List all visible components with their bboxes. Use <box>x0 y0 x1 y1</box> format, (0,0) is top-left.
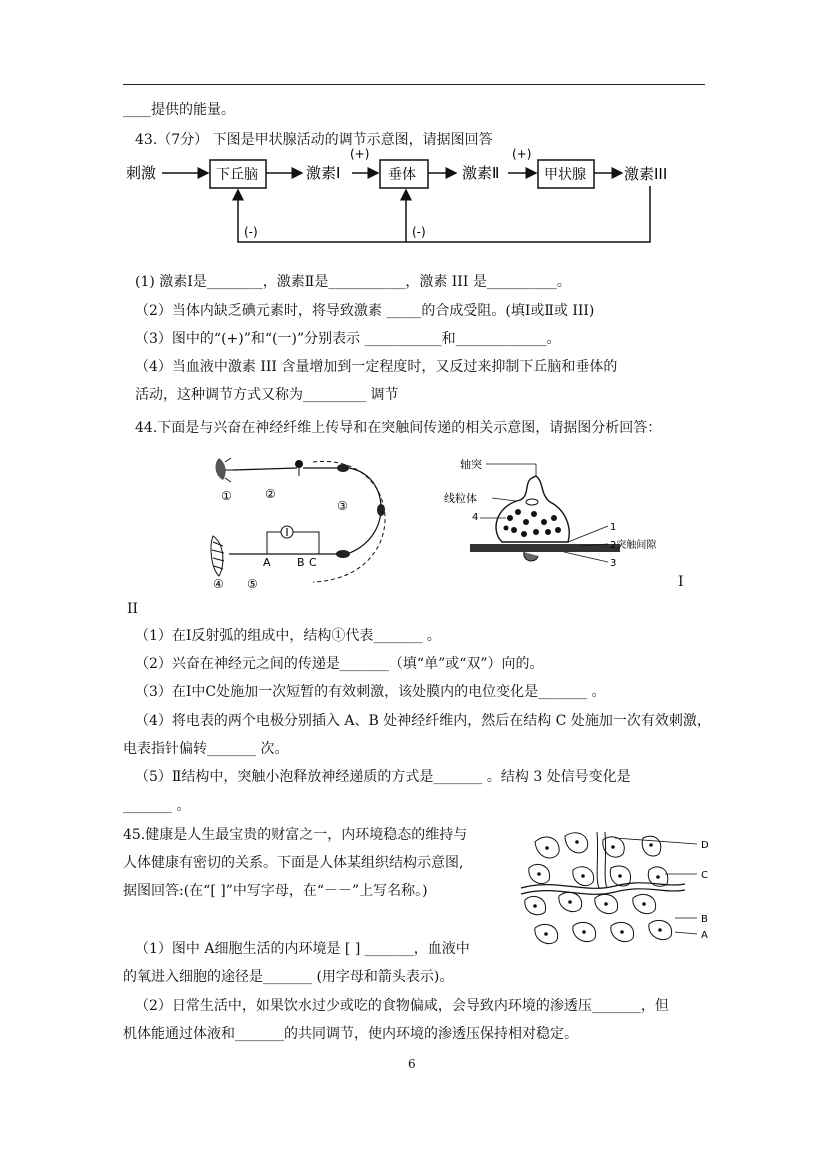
label-2-cleft: 2突触间隙 <box>610 540 657 551</box>
label-2: ② <box>265 487 276 501</box>
question-44-2: （2）兴奋在神经元之间的传递是_______（填“单”或“双”）向的。 <box>135 656 544 672</box>
label-5: ⑤ <box>247 577 258 590</box>
label-D: D <box>701 840 709 851</box>
label-C: C <box>701 870 708 881</box>
question-43-title: 43.（7分） 下图是甲状腺活动的调节示意图，请据图回答 <box>135 132 493 148</box>
pituitary-label: 垂体 <box>388 167 416 183</box>
minus-sign-2: (-) <box>412 225 426 239</box>
mitochondria-label: 线粒体 <box>444 492 477 505</box>
text-line: ____提供的能量。 <box>123 102 235 118</box>
question-44-title: 44.下面是与兴奋在神经纤维上传导和在突触间传递的相关示意图，请据图分析回答： <box>135 420 662 436</box>
axon-label: 轴突 <box>460 458 482 471</box>
question-45-2a: （2）日常生活中，如果饮水过少或吃的食物偏咸，会导致内环境的渗透压_______，但 <box>135 998 669 1014</box>
label-3: ③ <box>337 499 348 513</box>
point-C: C <box>309 556 317 569</box>
reflex-arc-diagram <box>205 450 410 590</box>
question-45-1a: （1）图中 A细胞生活的内环境是 [ ] _______，血液中 <box>135 941 470 957</box>
question-45-2b: 机体能通过体液和_______的共同调节，使内环境的渗透压保持相对稳定。 <box>123 1026 578 1042</box>
thyroid-regulation-diagram <box>120 146 680 246</box>
label-1-membrane: 1 <box>610 522 617 533</box>
question-44-4b: 电表指针偏转_______ 次。 <box>123 741 289 757</box>
hormone-3-label: 激素III <box>624 165 668 183</box>
question-44-5b: _______ 。 <box>123 798 191 814</box>
label-4: ④ <box>213 577 224 590</box>
label-B: B <box>701 914 708 925</box>
question-44-4a: （4）将电表的两个电极分别插入 A、B 处神经纤维内，然后在结构 C 处施加一次有效刺激， <box>135 713 711 729</box>
label-1: ① <box>221 489 232 503</box>
question-43-4a: （4）当血液中激素 III 含量增加到一定程度时，又反过来抑制下丘脑和垂体的 <box>135 359 618 375</box>
hormone-1-label: 激素Ⅰ <box>306 164 341 182</box>
synapse-diagram <box>440 452 670 582</box>
question-43-2: （2）当体内缺乏碘元素时，将导致激素 _____的合成受阻。(填Ⅰ或Ⅱ或 III) <box>135 303 595 319</box>
question-43-3: （3）图中的“(+)”和“(一)”分别表示 ___________和_____________。 <box>135 331 561 347</box>
plus-sign-2: (+) <box>512 147 532 161</box>
label-4-vesicle: 4 <box>472 512 479 523</box>
question-44-3: （3）在Ⅰ中C处施加一次短暂的有效刺激，该处膜内的电位变化是_______ 。 <box>135 684 606 700</box>
figure-label-I: I <box>678 574 684 590</box>
tissue-structure-diagram <box>515 828 715 958</box>
header-rule <box>123 84 705 85</box>
question-43-4b: 活动，这种调节方式又称为_________ 调节 <box>135 387 399 403</box>
hormone-2-label: 激素Ⅱ <box>462 164 500 182</box>
figure-label-II: II <box>127 601 139 617</box>
thyroid-label: 甲状腺 <box>544 167 586 183</box>
question-45-c: 据图回答:(在“[ ]”中写字母，在“－－”上写名称。) <box>123 883 428 899</box>
point-A: A <box>263 556 271 569</box>
question-45-1b: 的氧进入细胞的途径是_______ (用字母和箭头表示)。 <box>123 969 454 985</box>
label-A: A <box>701 930 708 941</box>
plus-sign-1: (+) <box>350 147 370 161</box>
question-44-1: （1）在Ⅰ反射弧的组成中，结构①代表_______ 。 <box>135 628 441 644</box>
page-number: 6 <box>408 1057 416 1071</box>
stimulus-label: 刺激 <box>126 164 157 182</box>
question-45-a: 45.健康是人生最宝贵的财富之一，内环境稳态的维持与 <box>123 827 468 843</box>
question-44-5a: （5）Ⅱ结构中，突触小泡释放神经递质的方式是_______ 。结构 3 处信号变化是 <box>135 769 631 785</box>
hypothalamus-label: 下丘脑 <box>216 167 258 183</box>
question-43-1: (1) 激素Ⅰ是________，激素Ⅱ是___________，激素 III 是__________。 <box>135 274 571 290</box>
label-3-postsynaptic: 3 <box>610 558 617 569</box>
point-B: B <box>297 556 305 569</box>
minus-sign-1: (-) <box>244 225 258 239</box>
question-45-b: 人体健康有密切的关系。下面是人体某组织结构示意图, <box>123 855 464 871</box>
